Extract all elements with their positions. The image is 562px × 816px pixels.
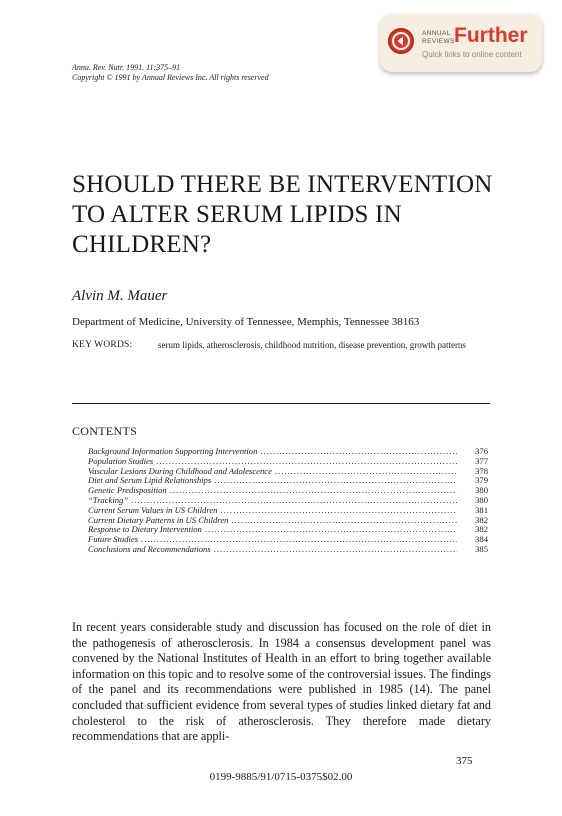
toc-entry-title: Current Dietary Patterns in US Children	[88, 514, 229, 525]
toc-entry-page: 382	[475, 514, 488, 525]
issn-code: 0199-9885/91/0715-0375$02.00	[209, 771, 353, 783]
toc-leader-dots	[214, 545, 457, 555]
body-paragraph: In recent years considerable study and discussion has focused on the role of diet in the pathogenesis of atherosclerosis. In 1984 a consensus development panel was convened by the National Institutes of Health in an effort to bring together available information on this topic and to resolve some of the controversial issues. The findings of the panel and its recommendations were published in 1985 (14). The panel concluded that sufficient evidence from several types of studies linked dietary fat and cholesterol to the risk of atherosclerosis. They therefore made dietary recommendations that are appli-	[72, 620, 491, 744]
toc-entry[interactable]	[88, 525, 488, 535]
author-affiliation: Department of Medicine, University of Tennessee, Memphis, Tennessee 38163	[72, 316, 420, 328]
copyright-line: Copyright © 1991 by Annual Reviews Inc. All rights reserved	[72, 73, 269, 82]
journal-citation	[72, 63, 269, 83]
section-divider	[72, 403, 490, 404]
toc-leader-dots	[220, 506, 457, 516]
article-title	[72, 170, 512, 260]
title-line: CHILDREN?	[72, 231, 212, 258]
toc-entry-page: 378	[475, 465, 488, 476]
annual-reviews-further-badge[interactable]	[380, 14, 542, 72]
toc-entry-page: 381	[475, 504, 488, 515]
toc-entry[interactable]	[88, 545, 488, 555]
badge-reviews-label: REVIEWS	[422, 38, 455, 45]
toc-entry-title: Response to Dietary Intervention	[88, 524, 202, 535]
keywords-text: serum lipids, atherosclerosis, childhood nutrition, disease prevention, growth patterns	[158, 340, 466, 350]
contents-heading: CONTENTS	[72, 424, 138, 438]
keywords-label: KEY WORDS:	[72, 340, 133, 350]
toc-leader-dots	[170, 486, 457, 496]
toc-leader-dots	[205, 525, 457, 535]
toc-entry-title: Diet and Serum Lipid Relationships	[88, 475, 212, 486]
toc-entry-page: 384	[475, 534, 488, 545]
title-line: SHOULD THERE BE INTERVENTION	[72, 171, 493, 198]
badge-further-label: Further	[454, 24, 528, 47]
toc-entry-page: 379	[475, 475, 488, 486]
toc-leader-dots	[214, 476, 457, 486]
toc-entry-page: 380	[475, 494, 488, 505]
toc-entry-title: Vascular Lesions During Childhood and Adolescence	[88, 465, 272, 476]
toc-entry-page: 377	[475, 455, 488, 466]
toc-entry-title: “Tracking”	[88, 494, 129, 505]
citation-line: Annu. Rev. Nutr. 1991. 11:375–91	[72, 63, 181, 72]
toc-entry-page: 382	[475, 524, 488, 535]
toc-entry-title: Future Studies	[88, 534, 139, 545]
toc-entry-title: Conclusions and Recommendations	[88, 543, 211, 554]
toc-entry[interactable]	[88, 486, 488, 496]
toc-leader-dots	[260, 447, 457, 457]
toc-entry-page: 385	[475, 543, 488, 554]
toc-leader-dots	[231, 516, 457, 526]
play-arrow-icon	[388, 28, 414, 54]
toc-leader-dots	[275, 467, 457, 477]
toc-entry-title: Background Information Supporting Intervention	[88, 446, 258, 456]
toc-entry-title: Current Serum Values in US Children	[88, 504, 218, 515]
table-of-contents	[88, 447, 488, 555]
toc-entry-page: 380	[475, 485, 488, 496]
toc-entry-page: 376	[475, 446, 488, 456]
title-line: TO ALTER SERUM LIPIDS IN	[72, 201, 402, 228]
toc-entry-title: Genetic Predisposition	[88, 485, 167, 496]
toc-entry-title: Population Studies	[88, 455, 154, 466]
badge-tagline: Quick links to online content	[422, 50, 522, 59]
badge-annual-label: ANNUAL	[422, 30, 451, 37]
author-name: Alvin M. Mauer	[72, 288, 168, 304]
page-number: 375	[456, 755, 473, 767]
